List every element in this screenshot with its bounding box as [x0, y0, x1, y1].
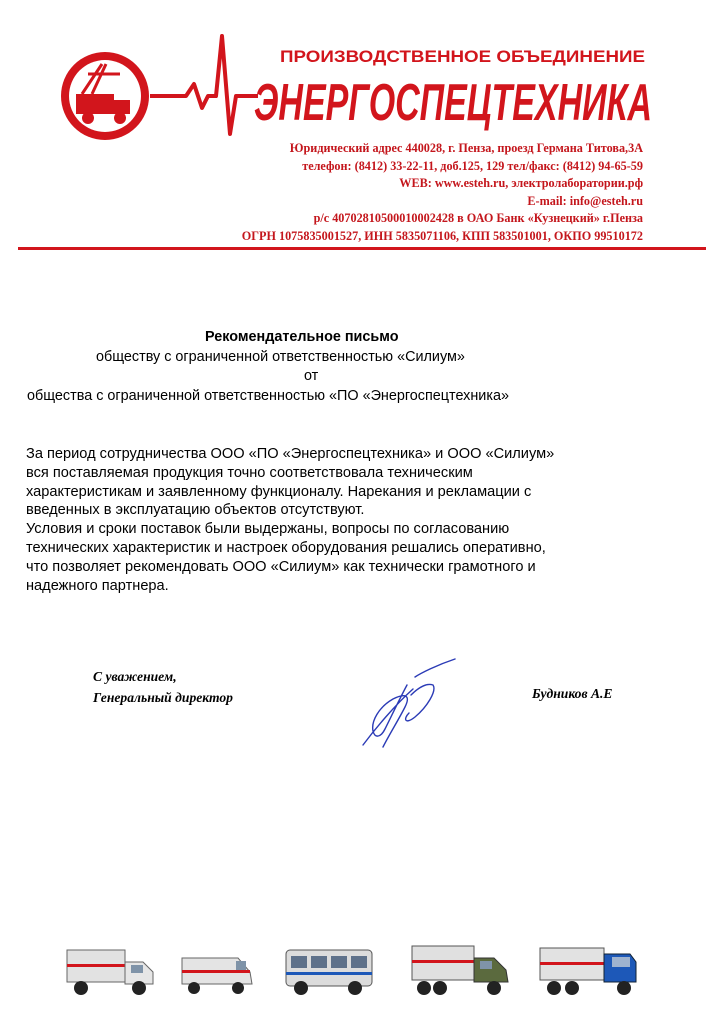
body-line: что позволяет рекомендовать ООО «Силиум» как технически грамотного и	[26, 558, 536, 575]
phone-line: телефон: (8412) 33-22-11, доб.125, 129 тел/факс: (8412) 94-65-59	[302, 158, 643, 173]
blue-cab-truck-icon	[538, 940, 646, 998]
vehicle-lineup	[60, 940, 650, 1000]
body-line: технических характеристик и настроек оборудования решались оперативно,	[26, 539, 546, 556]
van-icon	[178, 940, 256, 998]
org-name-text: ЭНЕРГОСПЕЦТЕХНИКА	[254, 74, 652, 132]
header-divider	[18, 247, 706, 250]
company-details	[123, 140, 643, 246]
utility-truck-icon	[65, 940, 161, 998]
closing-regards: С уважением,	[93, 669, 177, 684]
closing-block	[93, 666, 233, 708]
military-truck-icon	[410, 940, 514, 998]
letter-body	[26, 445, 666, 595]
body-line: характеристикам и заявленному функционалу. Нарекания и рекламации с	[26, 483, 532, 500]
letter-title: Рекомендательное письмо	[205, 329, 399, 345]
closing-position: Генеральный директор	[93, 690, 233, 705]
company-logo	[58, 34, 658, 144]
letter-recipient: обществу с ограниченной ответственностью «Силиум»	[96, 349, 465, 365]
org-line-text: ПРОИЗВОДСТВЕННОЕ ОБЪЕДИНЕНИЕ	[280, 47, 645, 66]
registry-line: ОГРН 1075835001527, ИНН 5835071106, КПП 583501001, ОКПО 99510172	[241, 228, 643, 243]
truck-emblem-icon	[61, 52, 149, 140]
body-line: Условия и сроки поставок были выдержаны, вопросы по согласованию	[26, 521, 510, 538]
email-line[interactable]: E-mail: info@esteh.ru	[527, 193, 643, 208]
signature-icon	[345, 655, 465, 755]
bus-icon	[283, 940, 375, 998]
pulse-line-icon	[150, 36, 258, 134]
bank-line: р/с 40702810500010002428 в ОАО Банк «Кузнецкий» г.Пенза	[313, 211, 643, 226]
signer-name: Будников А.Е	[532, 686, 613, 701]
letter-from-word: от	[304, 368, 319, 384]
body-line: вся поставляемая продукция точно соответствовала техническим	[26, 464, 473, 481]
body-line: введенных в эксплуатацию объектов отсутствуют.	[26, 502, 365, 519]
address-line: Юридический адрес 440028, г. Пенза, проезд Германа Титова,3А	[289, 141, 643, 155]
body-line: За период сотрудничества ООО «ПО «Энергоспецтехника» и ООО «Силиум»	[26, 446, 555, 462]
letter-sender: общества с ограниченной ответственностью «ПО «Энергоспецтехника»	[27, 388, 509, 404]
body-line: надежного партнера.	[26, 577, 169, 594]
web-line[interactable]: WEB: www.esteh.ru, электролаборатории.рф	[399, 176, 643, 191]
